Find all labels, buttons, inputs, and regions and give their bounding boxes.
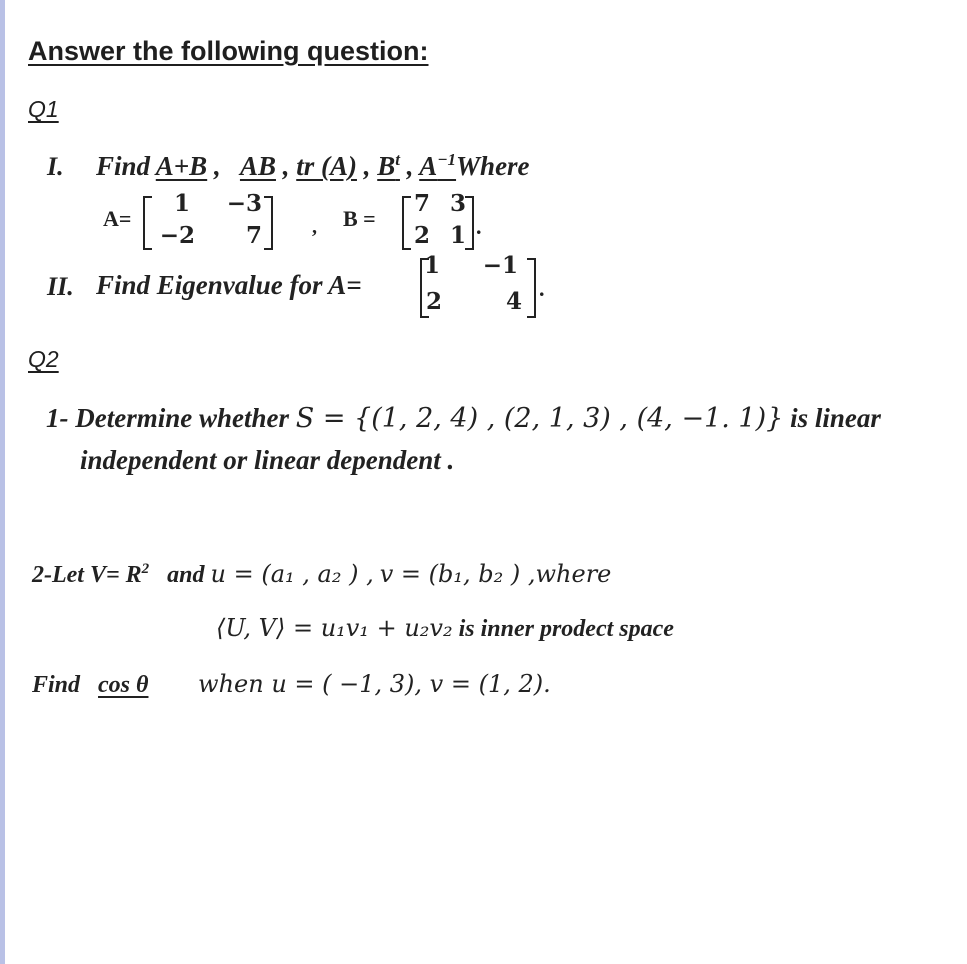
matrix-a-cell: −3 [226,190,262,217]
q2-label: Q2 [28,346,59,372]
q2-item2-u: u = (a₁ , a₂ ) , [210,560,374,588]
eigen-matrix-cell: 4 [505,288,522,315]
q2-item1-line1 [46,403,881,434]
q2-item1-line2: independent or linear dependent . [80,445,455,475]
q1-label: Q1 [28,96,59,122]
matrix-b-cell: 7 [413,190,430,217]
part2-numeral: II. [47,272,74,301]
matrix-b-label: B = [343,206,376,231]
part1-numeral: I. [47,152,64,181]
eigen-matrix-cell: −1 [482,252,518,279]
part1-find: Find [96,151,151,181]
q2-item2-line3 [32,670,551,699]
matrix-a-cell: 7 [245,222,262,249]
part1-where: Where [456,151,530,181]
matrix-b-period: . [476,214,482,239]
q2-item2-prefix: 2-Let $V= R^2$ [32,561,150,588]
q2-item2-line1 [32,560,611,589]
eigen-matrix-cell: 2 [425,288,442,315]
q2-item1-set: S = {(1, 2, 4) , (2, 1, 3) , (4, −1. 1)} [295,403,784,434]
q2-cos-theta: cos θ [98,672,149,698]
q2-item1-suffix: is linear [790,403,881,433]
q2-item2-line2 [216,614,674,643]
q2-item2-v: v = (b₁, b₂ ) ,where [379,560,612,588]
page-edge [0,0,5,964]
part1-trace: tr (A) [296,151,357,181]
part1-aplusb: A+B [155,151,208,181]
matrix-a-left-bracket [143,196,152,250]
q2-when: when u = ( −1, 3), v = (1, 2). [198,670,551,698]
part1-question: Find A+B , AB , tr (A) , $B^t$ , $A^{-1}Where$ [96,150,530,181]
matrix-a-cell: −2 [159,222,195,249]
part1-transpose: $B^t$ [377,150,400,181]
matrix-separator: , [312,216,317,238]
matrix-b-cell: 1 [449,222,466,249]
q2-item1-prefix: 1- Determine whether [46,403,289,433]
matrix-b-right-bracket [465,196,474,250]
eigen-matrix-period: . [539,276,545,301]
eigen-matrix-right-bracket [527,258,536,318]
eigen-matrix-cell: 1 [423,252,440,279]
matrix-a-cell: 1 [173,190,190,217]
q2-inner-product: ⟨U, V⟩ = u₁v₁ + u₂v₂ [216,614,453,642]
q2-find: Find [32,672,81,698]
part2-question: Find Eigenvalue for A= [96,270,362,300]
matrix-b-cell: 3 [449,190,466,217]
part1-inverse: $A^{-1}$ [419,150,457,181]
matrix-b-cell: 2 [413,222,430,249]
q2-item2-and: and [167,562,205,588]
page-heading: Answer the following question: [28,36,429,66]
part1-ab: AB [239,151,276,181]
q2-inner-product-suffix: is inner prodect space [458,616,674,642]
matrix-a-right-bracket [264,196,273,250]
matrix-a-label: A= [103,206,132,231]
